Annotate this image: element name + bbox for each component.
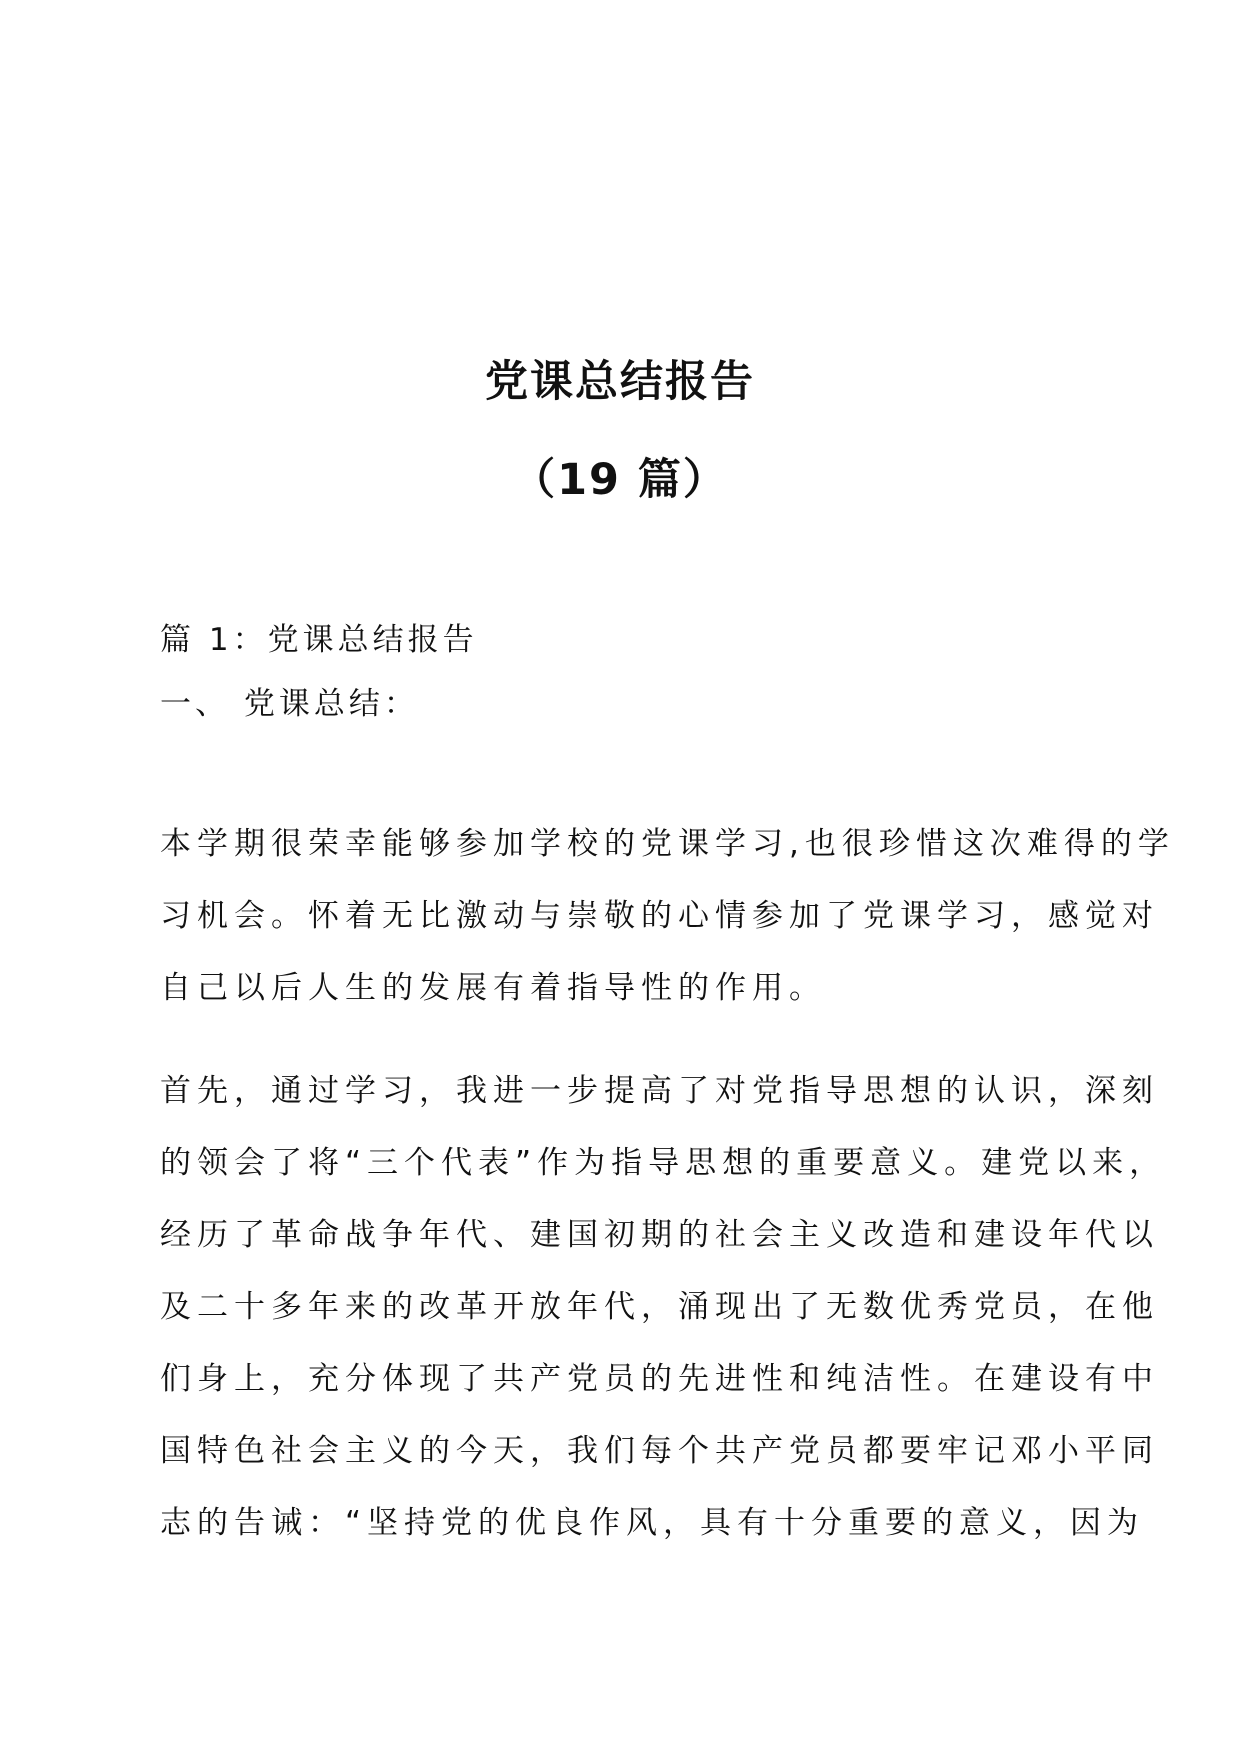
- paragraph-line: 的领会了将“三个代表”作为指导思想的重要意义。建党以来，: [160, 1145, 1167, 1181]
- paragraph-1: [160, 808, 1175, 1024]
- paragraph-line: 国特色社会主义的今天，我们每个共产党员都要牢记邓小平同: [160, 1433, 1159, 1469]
- paragraph-line: 经历了革命战争年代、建国初期的社会主义改造和建设年代以: [160, 1217, 1159, 1253]
- document-title: 党课总结报告: [485, 357, 755, 407]
- paragraph-line: 习机会。怀着无比激动与崇敬的心情参加了党课学习，感觉对: [160, 898, 1159, 934]
- document-subtitle: （19 篇）: [512, 455, 728, 505]
- paragraph-line: 本学期很荣幸能够参加学校的党课学习,也很珍惜这次难得的学: [160, 826, 1175, 862]
- paragraph-line: 自己以后人生的发展有着指导性的作用。: [160, 970, 826, 1006]
- subheading: 一、 党课总结：: [160, 686, 419, 722]
- paragraph-line: 们身上，充分体现了共产党员的先进性和纯洁性。在建设有中: [160, 1361, 1159, 1397]
- paragraph-line: 首先，通过学习，我进一步提高了对党指导思想的认识，深刻: [160, 1073, 1159, 1109]
- section-heading: 篇 1：党课总结报告: [160, 622, 478, 658]
- paragraph-line: 及二十多年来的改革开放年代，涌现出了无数优秀党员，在他: [160, 1289, 1159, 1325]
- paragraph-line: 志的告诫：“坚持党的优良作风，具有十分重要的意义，因为: [160, 1505, 1145, 1541]
- paragraph-2: [160, 1055, 1167, 1559]
